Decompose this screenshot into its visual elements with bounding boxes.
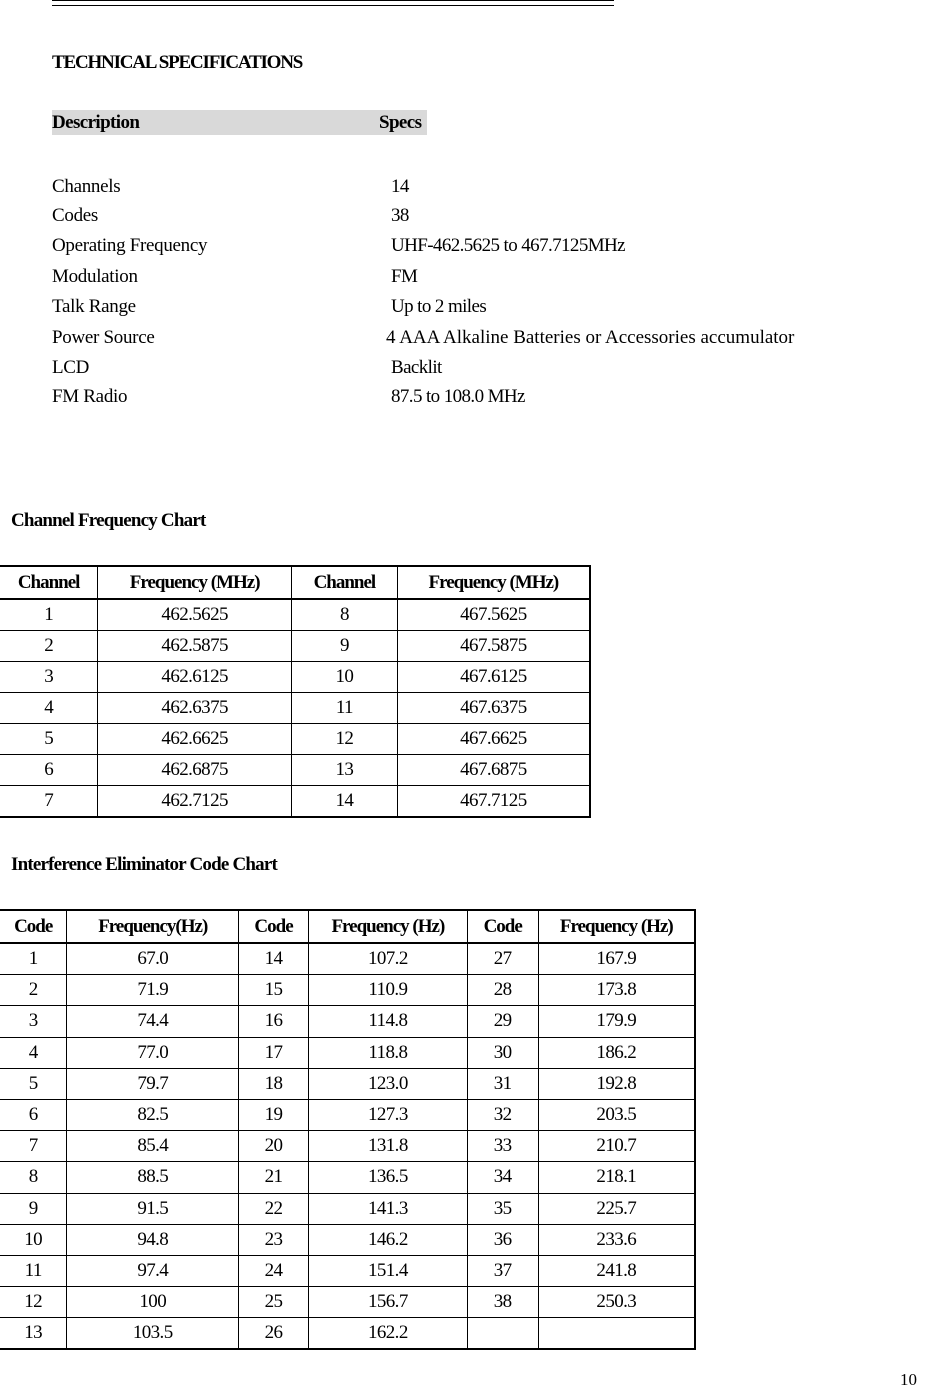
table-cell: 141.3 [308, 1193, 467, 1224]
specs-header: Specs [379, 112, 422, 133]
table-cell: 94.8 [67, 1224, 239, 1255]
table-cell: 173.8 [538, 975, 695, 1006]
table-cell: 36 [467, 1224, 538, 1255]
table-cell: 241.8 [538, 1255, 695, 1286]
table-cell: 16 [239, 1006, 309, 1037]
channel-chart-title: Channel Frequency Chart [11, 510, 206, 531]
table-cell: 20 [239, 1131, 309, 1162]
table-row [0, 1006, 695, 1037]
top-double-rule [52, 0, 614, 6]
table-cell: 118.8 [308, 1037, 467, 1068]
table-cell: 233.6 [538, 1224, 695, 1255]
table-cell: 13 [0, 1318, 67, 1350]
table-cell: 123.0 [308, 1068, 467, 1099]
spec-label: LCD [52, 357, 90, 378]
spec-value: UHF-462.5625 to 467.7125MHz [391, 235, 625, 256]
table-cell: 1 [0, 943, 67, 975]
table-cell: 10 [292, 662, 398, 693]
table-cell: 14 [292, 786, 398, 818]
table-cell: 29 [467, 1006, 538, 1037]
spec-label: Talk Range [52, 296, 136, 317]
table-cell: 27 [467, 943, 538, 975]
table-cell: 2 [0, 631, 98, 662]
table-cell: 4 [0, 1037, 67, 1068]
table-row [0, 1193, 695, 1224]
table-cell: 467.6875 [397, 755, 590, 786]
table-cell: 9 [292, 631, 398, 662]
table-cell: 7 [0, 1131, 67, 1162]
table-cell: 225.7 [538, 1193, 695, 1224]
table-cell: 37 [467, 1255, 538, 1286]
table-cell: 136.5 [308, 1162, 467, 1193]
table-cell: 12 [0, 1287, 67, 1318]
table-cell: 179.9 [538, 1006, 695, 1037]
table-row [0, 1318, 695, 1350]
table-cell: 32 [467, 1099, 538, 1130]
column-header: Channel [292, 566, 398, 599]
table-cell: 13 [292, 755, 398, 786]
code-chart-title: Interference Eliminator Code Chart [11, 854, 278, 875]
table-cell: 34 [467, 1162, 538, 1193]
spec-label: FM Radio [52, 386, 128, 407]
code-frequency-table [0, 909, 696, 1350]
table-cell: 151.4 [308, 1255, 467, 1286]
table-cell: 91.5 [67, 1193, 239, 1224]
table-cell: 33 [467, 1131, 538, 1162]
table-row [0, 1255, 695, 1286]
table-cell: 156.7 [308, 1287, 467, 1318]
table-cell: 5 [0, 1068, 67, 1099]
table-cell: 462.6875 [98, 755, 292, 786]
table-cell: 1 [0, 599, 98, 631]
table-cell: 17 [239, 1037, 309, 1068]
table-cell: 22 [239, 1193, 309, 1224]
table-cell: 467.5875 [397, 631, 590, 662]
table-row [0, 599, 590, 631]
table-cell: 162.2 [308, 1318, 467, 1350]
table-cell: 462.5625 [98, 599, 292, 631]
table-cell: 6 [0, 755, 98, 786]
table-row [0, 1037, 695, 1068]
table-cell: 14 [239, 943, 309, 975]
table-cell: 462.6625 [98, 724, 292, 755]
table-cell: 18 [239, 1068, 309, 1099]
table-row [0, 943, 695, 975]
spec-row-fm-radio [52, 386, 852, 412]
spec-label: Codes [52, 205, 99, 226]
channel-frequency-table [0, 565, 591, 818]
table-cell: 186.2 [538, 1037, 695, 1068]
table-cell: 85.4 [67, 1131, 239, 1162]
table-cell: 210.7 [538, 1131, 695, 1162]
table-cell [467, 1318, 538, 1350]
table-cell: 82.5 [67, 1099, 239, 1130]
table-cell: 26 [239, 1318, 309, 1350]
spec-label: Channels [52, 176, 121, 197]
table-row [0, 662, 590, 693]
column-header: Code [239, 910, 309, 943]
table-cell: 462.6375 [98, 693, 292, 724]
description-header: Description [52, 112, 140, 133]
table-row [0, 1099, 695, 1130]
table-cell: 7 [0, 786, 98, 818]
spec-value: FM [391, 266, 418, 287]
spec-label: Operating Frequency [52, 235, 208, 256]
table-cell: 8 [0, 1162, 67, 1193]
table-cell: 24 [239, 1255, 309, 1286]
spec-row-channels [52, 176, 852, 202]
table-cell: 462.7125 [98, 786, 292, 818]
table-cell: 4 [0, 693, 98, 724]
spec-row-talk-range [52, 296, 852, 322]
table-row [0, 1162, 695, 1193]
table-cell: 467.6125 [397, 662, 590, 693]
table-cell: 103.5 [67, 1318, 239, 1350]
column-header: Code [467, 910, 538, 943]
spec-value: 4 AAA Alkaline Batteries or Accessories accumulator [386, 327, 795, 348]
table-cell: 97.4 [67, 1255, 239, 1286]
table-cell: 467.5625 [397, 599, 590, 631]
table-row [0, 1224, 695, 1255]
spec-label: Modulation [52, 266, 138, 287]
table-cell: 462.5875 [98, 631, 292, 662]
table-cell: 74.4 [67, 1006, 239, 1037]
table-cell: 15 [239, 975, 309, 1006]
page-number: 10 [900, 1370, 917, 1389]
table-cell: 467.6375 [397, 693, 590, 724]
table-cell: 110.9 [308, 975, 467, 1006]
spec-row-codes [52, 205, 852, 231]
table-cell: 71.9 [67, 975, 239, 1006]
spec-value: Up to 2 miles [391, 296, 487, 317]
table-cell: 9 [0, 1193, 67, 1224]
table-row [0, 1131, 695, 1162]
table-row [0, 693, 590, 724]
table-cell: 38 [467, 1287, 538, 1318]
table-cell: 131.8 [308, 1131, 467, 1162]
table-row [0, 631, 590, 662]
table-row [0, 1287, 695, 1318]
table-cell [538, 1318, 695, 1350]
spec-label: Power Source [52, 327, 155, 348]
table-row [0, 724, 590, 755]
table-cell: 462.6125 [98, 662, 292, 693]
table-row [0, 755, 590, 786]
table-cell: 107.2 [308, 943, 467, 975]
table-cell: 127.3 [308, 1099, 467, 1130]
table-row [0, 1068, 695, 1099]
spec-table-header [52, 110, 427, 135]
spec-row-power-source [52, 327, 852, 353]
spec-value: 14 [391, 176, 409, 197]
table-cell: 5 [0, 724, 98, 755]
table-cell: 6 [0, 1099, 67, 1130]
spec-value: 38 [391, 205, 409, 226]
table-cell: 146.2 [308, 1224, 467, 1255]
table-cell: 67.0 [67, 943, 239, 975]
table-cell: 77.0 [67, 1037, 239, 1068]
table-cell: 114.8 [308, 1006, 467, 1037]
column-header: Frequency(Hz) [67, 910, 239, 943]
table-cell: 30 [467, 1037, 538, 1068]
table-header-row [0, 566, 590, 599]
table-cell: 11 [292, 693, 398, 724]
table-cell: 100 [67, 1287, 239, 1318]
table-cell: 10 [0, 1224, 67, 1255]
spec-row-lcd [52, 357, 852, 383]
table-cell: 192.8 [538, 1068, 695, 1099]
spec-value: Backlit [391, 357, 442, 378]
table-cell: 23 [239, 1224, 309, 1255]
table-cell: 3 [0, 1006, 67, 1037]
table-cell: 250.3 [538, 1287, 695, 1318]
table-cell: 2 [0, 975, 67, 1006]
table-cell: 218.1 [538, 1162, 695, 1193]
column-header: Frequency (MHz) [98, 566, 292, 599]
table-cell: 25 [239, 1287, 309, 1318]
spec-value: 87.5 to 108.0 MHz [391, 386, 525, 407]
spec-row-modulation [52, 266, 852, 292]
table-cell: 21 [239, 1162, 309, 1193]
table-cell: 31 [467, 1068, 538, 1099]
table-cell: 467.7125 [397, 786, 590, 818]
column-header: Frequency (Hz) [538, 910, 695, 943]
table-cell: 467.6625 [397, 724, 590, 755]
column-header: Frequency (Hz) [308, 910, 467, 943]
table-cell: 88.5 [67, 1162, 239, 1193]
table-cell: 35 [467, 1193, 538, 1224]
table-cell: 8 [292, 599, 398, 631]
table-cell: 3 [0, 662, 98, 693]
table-cell: 19 [239, 1099, 309, 1130]
table-cell: 12 [292, 724, 398, 755]
table-cell: 79.7 [67, 1068, 239, 1099]
table-cell: 167.9 [538, 943, 695, 975]
spec-row-operating-frequency [52, 235, 852, 261]
table-row [0, 786, 590, 818]
table-header-row [0, 910, 695, 943]
page-title: TECHNICAL SPECIFICATIONS [52, 52, 303, 73]
table-cell: 203.5 [538, 1099, 695, 1130]
column-header: Frequency (MHz) [397, 566, 590, 599]
column-header: Channel [0, 566, 98, 599]
table-row [0, 975, 695, 1006]
table-cell: 28 [467, 975, 538, 1006]
column-header: Code [0, 910, 67, 943]
table-cell: 11 [0, 1255, 67, 1286]
